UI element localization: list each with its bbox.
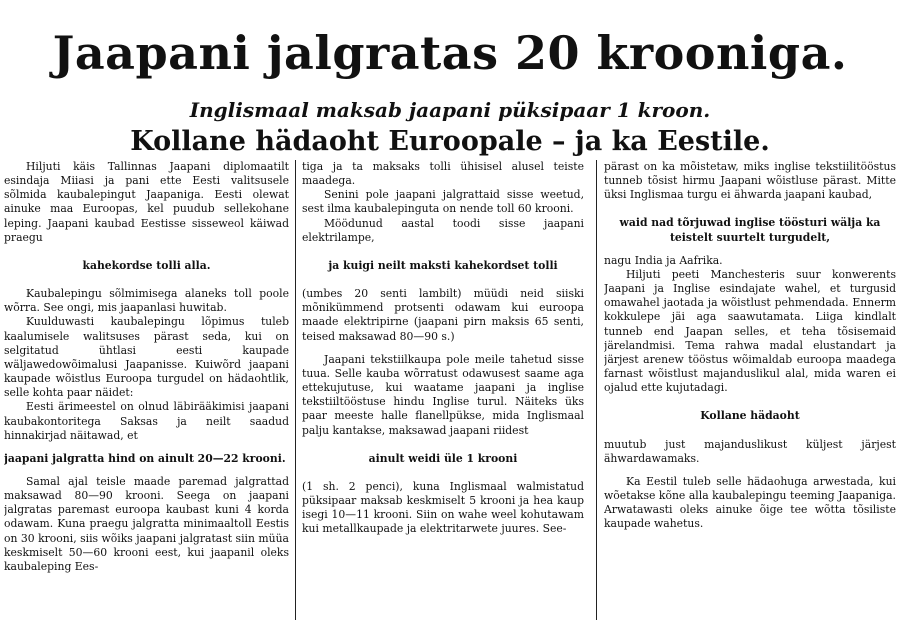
column-2 bbox=[302, 160, 584, 625]
paragraph: Ka Eestil tuleb selle hädaohuga arwestada, kui wõetakse kõne alla kaubalepingu teeming Jaapaniga. Arwatawasti oleks ainuke õige tee wõtta tõsiliste kaupade wahetus. bbox=[604, 474, 896, 531]
column-divider bbox=[295, 160, 296, 620]
bold-subheading: waid nad tõrjuwad inglise töösturi wälja ka teistelt suurtelt turgudelt, bbox=[619, 216, 881, 244]
subheadline: Inglismaal maksab jaapani püksipaar 1 kroon. bbox=[189, 98, 711, 122]
paragraph: Jaapani tekstiilkaupa pole meile tahetud sisse tuua. Selle kauba wõrratust odawusest saame aga ettekujutuse, kui waatame jaapani ja inglise tekstiiltööstuse hindu Inglise turul. Näiteks üks paar meeste halle flanellpükse, mida Inglismaal palju kantakse, maksawad jaapani riidest bbox=[302, 352, 584, 437]
paragraph: Möödunud aastal toodi sisse jaapani elektrilampe, bbox=[302, 216, 584, 244]
bold-subheading: jaapani jalgratta hind on ainult 20—22 krooni. bbox=[4, 451, 286, 465]
bold-subheading: ja kuigi neilt maksti kahekordset tolli bbox=[328, 258, 558, 272]
paragraph: Kaubalepingu sõlmimisega alaneks toll poole wõrra. See ongi, mis jaapanlasi huwitab. bbox=[4, 287, 289, 315]
paragraph: (1 sh. 2 penci), kuna Inglismaal walmistatud püksipaar maksab keskmiselt 5 krooni ja hea kaup isegi 10—11 krooni. Siin on wahe weel kohutawam kui metallkaupade ja elektritarwete juures. See- bbox=[302, 479, 584, 536]
bold-subheading: Kollane hädaoht bbox=[700, 409, 800, 423]
paragraph: muutub just majanduslikust küljest järjest ähwardawamaks. bbox=[604, 437, 896, 465]
paragraph: pärast on ka mõistetaw, miks inglise tekstiilitööstus tunneb tõsist hirmu Jaapani wõistluse pärast. Mitte üksi Inglismaa turgu ei ähwarda jaapani kaubad, bbox=[604, 160, 896, 202]
subheadline-secondary: Kollane hädaoht Euroopale – ja ka Eestile. bbox=[130, 126, 770, 157]
paragraph: Hiljuti peeti Manchesteris suur konwerents Jaapani ja Inglise esindajate wahel, et turgusid omawahel jaotada ja wõistlust pehmendada. Ennerm kokkulepe jäi aga saawutamata. Liiga kindlalt tunneb end Jaapan selles, et teha tõsisemaid järelandmisi. Tema rahwa madal elustandart ja järjest arenew tööstus wõimaldab euroopa maadega farnast wõistlust majanduslikul alal, mida waren ei ojalud ette kujutadagi. bbox=[604, 267, 896, 395]
paragraph: tiga ja ta maksaks tolli ühisisel alusel teiste maadega. bbox=[302, 160, 584, 188]
column-3 bbox=[604, 160, 896, 625]
paragraph: Kuulduwasti kaubalepingu lõpimus tuleb kaalumisele walitsuses pärast seda, kui on selgitatud ühtlasi eesti kaupade wäljawedowõimalusi Jaapanisse. Kuiwõrd jaapani kaupade wõistlus Euroopa turgudel on hädaohtlik, selle kohta paar näidet: bbox=[4, 315, 289, 400]
paragraph: Hiljuti käis Tallinnas Jaapani diplomaatilt esindaja Miiasi ja pani ette Eesti valitsusele sõlmida kaubalepingut Jaapaniga. Eesti olewat ainuke maa Euroopas, kel puudub sellekohane leping. Jaapani kaubad Eestisse sisseweol käiwad praegu bbox=[4, 160, 289, 244]
paragraph: Senini pole jaapani jalgrattaid sisse weetud, sest ilma kaubalepinguta on nende toll 60 krooni. bbox=[302, 188, 584, 216]
headline: Jaapani jalgratas 20 krooniga. bbox=[52, 26, 848, 80]
bold-subheading: ainult weidi üle 1 krooni bbox=[368, 451, 518, 465]
bold-subheading: kahekordse tolli alla. bbox=[82, 258, 211, 272]
paragraph: Eesti ärimeestel on olnud läbirääkimisi jaapani kaubakontoritega Saksas ja neilt saadud hinnakirjad näitawad, et bbox=[4, 400, 289, 442]
column-1 bbox=[4, 160, 289, 625]
column-divider bbox=[596, 160, 597, 620]
paragraph: (umbes 20 senti lambilt) müüdi neid siiski mõnikümmend protsenti odawam kui euroopa maade elektripirne (jaapani pirn maksis 65 senti, teised maksawad 80—90 s.) bbox=[302, 287, 584, 343]
paragraph: Samal ajal teisle maade paremad jalgrattad maksawad 80—90 krooni. Seega on jaapani jalgratas paremast euroopa kaubast kuni 4 korda odawam. Kuna praegu jalgratta minimaaltoll Eestis on 30 krooni, siis wõiks jaapani jalgratast siin müüa keskmiselt 50—60 krooni eest, kui jaapanil oleks kaubaleping Ees- bbox=[4, 474, 289, 573]
paragraph: nagu India ja Aafrika. bbox=[604, 253, 723, 267]
